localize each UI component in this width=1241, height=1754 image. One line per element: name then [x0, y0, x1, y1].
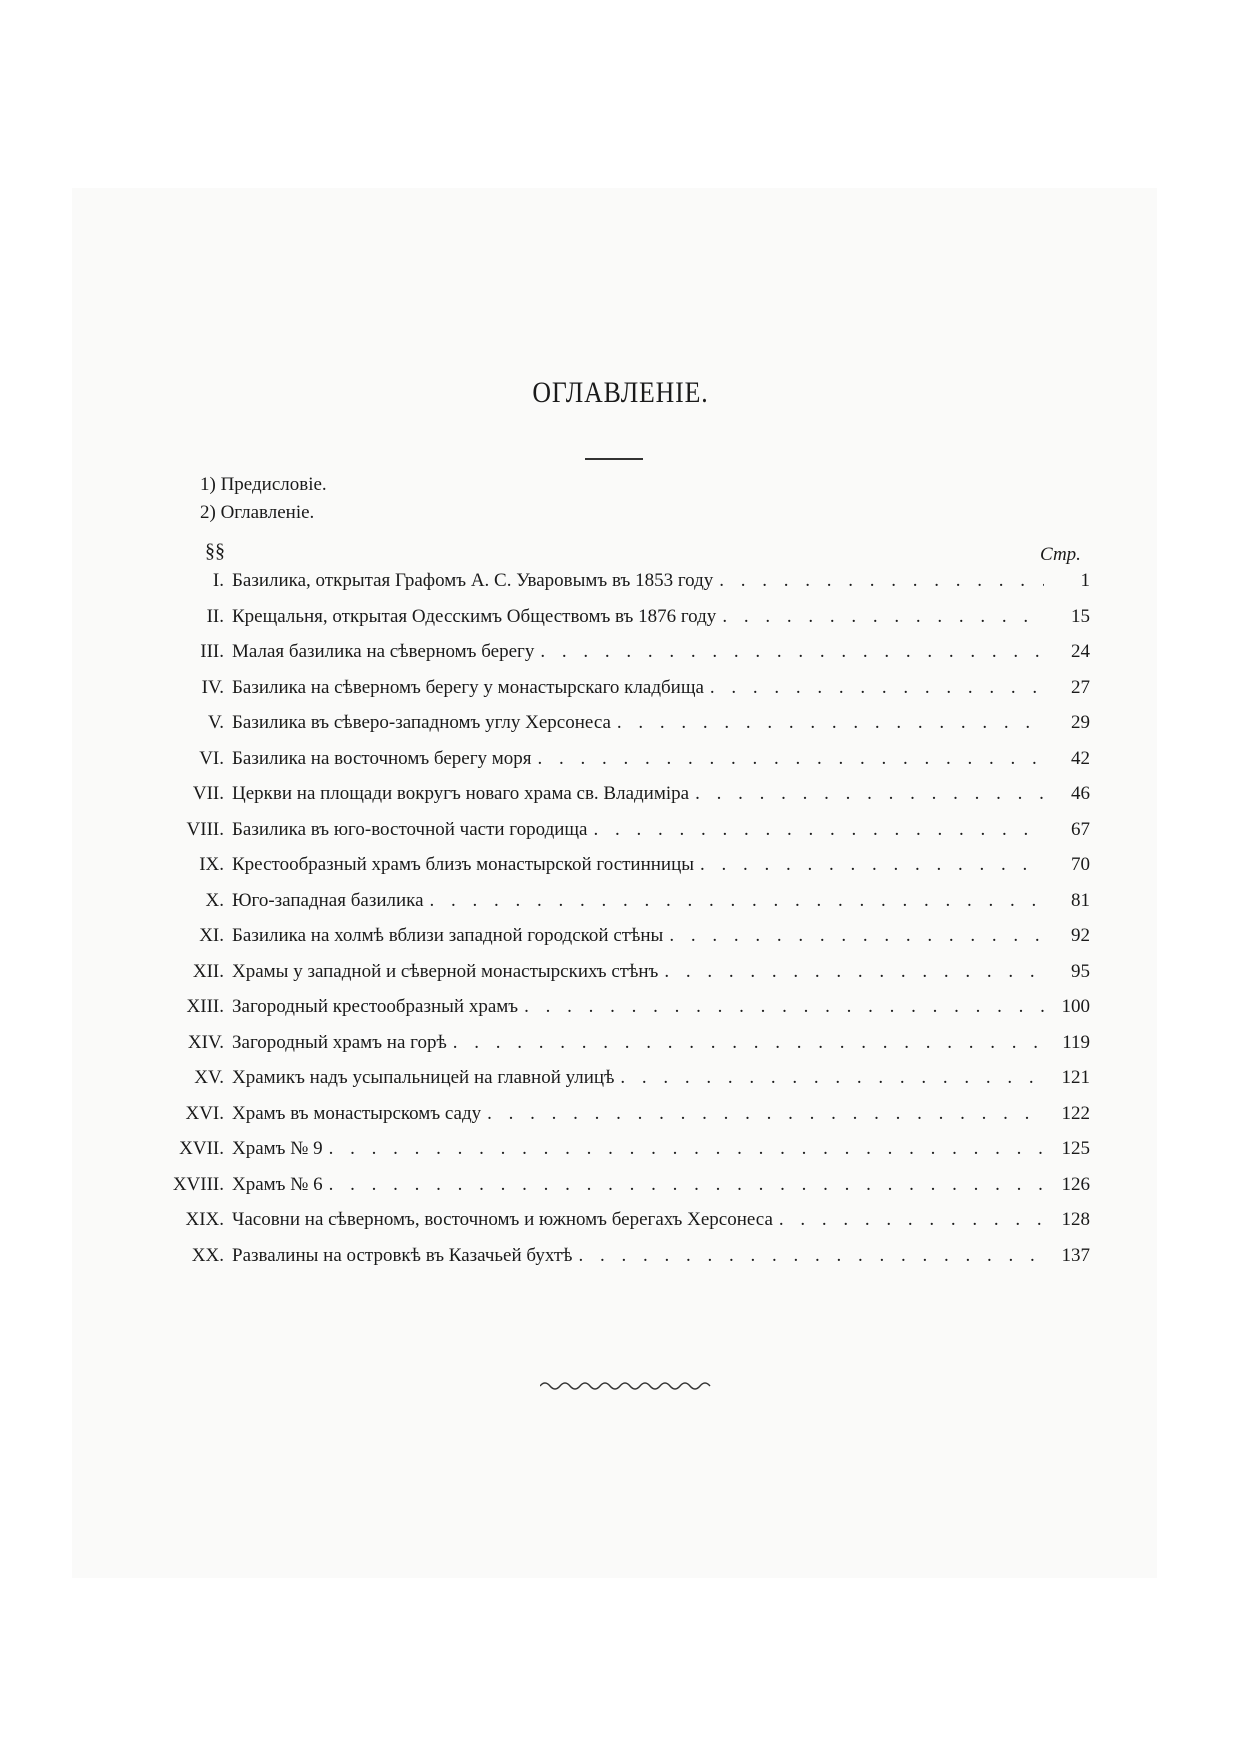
toc-entry [150, 606, 1090, 636]
dot-leader [669, 925, 1044, 947]
dot-leader [664, 961, 1044, 983]
toc-entry-number: II. [206, 605, 224, 627]
preliminary-item: 1) Предисловіе. [200, 474, 327, 495]
toc-entry-number: XVII. [179, 1138, 224, 1159]
toc-entry-title: Базилика на восточномъ берегу моря [232, 747, 532, 769]
toc-entry-page: 81 [1071, 889, 1090, 911]
toc-entry-page: 137 [1061, 1244, 1090, 1266]
toc-entry-number: I. [212, 570, 224, 591]
toc-entry [150, 1209, 1090, 1239]
preliminary-item: 2) Оглавленіе. [200, 502, 315, 523]
tail-ornament [540, 1378, 715, 1392]
toc-entry-title: Храмикъ надъ усыпальницей на главной улицѣ [232, 1067, 615, 1088]
dot-leader [620, 1067, 1044, 1089]
dot-leader [540, 641, 1044, 663]
toc-entry-page: 1 [1080, 570, 1090, 591]
toc-entry-page: 100 [1061, 996, 1090, 1017]
dot-leader [430, 890, 1044, 912]
toc-entry-title: Крестообразный храмъ близъ монастырской гостинницы [232, 854, 695, 875]
toc-entry-number: XIII. [186, 996, 224, 1017]
toc-entry-title: Загородный крестообразный храмъ [232, 996, 519, 1017]
toc-entry-number: XIV. [187, 1031, 224, 1053]
toc-entry-title: Храмы у западной и сѣверной монастырскихъ стѣнъ [232, 960, 659, 982]
toc-entry-page: 46 [1071, 783, 1090, 804]
toc-entry-page: 24 [1071, 641, 1090, 662]
toc-entry [150, 1103, 1090, 1133]
dot-leader [453, 1032, 1044, 1054]
toc-entry [150, 890, 1090, 920]
toc-entry-title: Базилика въ сѣверо-западномъ углу Херсонеса [232, 712, 611, 733]
toc-entry-number: V. [207, 712, 224, 733]
dot-leader [695, 783, 1044, 805]
toc-entry [150, 1138, 1090, 1168]
toc-entry-page: 27 [1071, 676, 1090, 698]
toc-entry-title: Храмъ № 9 [232, 1138, 323, 1159]
toc-entry-title: Развалины на островкѣ въ Казачьей бухтѣ [232, 1244, 573, 1266]
dot-leader [538, 748, 1044, 770]
toc-entry-number: XX. [191, 1244, 224, 1266]
toc-entry-page: 15 [1071, 605, 1090, 627]
toc-entry-page: 42 [1071, 747, 1090, 769]
toc-entry [150, 677, 1090, 707]
toc-entry [150, 961, 1090, 991]
toc-entry [150, 925, 1090, 955]
page-title: ОГЛАВЛЕНІЕ. [532, 376, 709, 409]
toc-entry-title: Базилика на сѣверномъ берегу у монастырскаго кладбища [232, 676, 704, 698]
toc-entry-page: 121 [1061, 1067, 1090, 1088]
toc-entry-title: Храмъ № 6 [232, 1173, 323, 1195]
toc-entry [150, 1245, 1090, 1275]
dot-leader [719, 570, 1044, 592]
toc-entry-page: 125 [1061, 1138, 1090, 1159]
toc-entry-number: XI. [199, 925, 224, 946]
dot-leader [617, 712, 1044, 734]
toc-entry-title: Малая базилика на сѣверномъ берегу [232, 641, 535, 662]
toc-entry-page: 70 [1071, 854, 1090, 875]
toc-entry-number: XVIII. [172, 1173, 224, 1195]
toc-entry-title: Храмъ въ монастырскомъ саду [232, 1102, 482, 1124]
toc-entry-page: 126 [1061, 1173, 1090, 1195]
toc-entry [150, 819, 1090, 849]
toc-entry-number: XII. [192, 960, 224, 982]
toc-entry [150, 712, 1090, 742]
toc-entry-number: IX. [199, 854, 224, 875]
toc-entry-page: 67 [1071, 818, 1090, 840]
toc-entry [150, 783, 1090, 813]
toc-entry-number: III. [200, 641, 224, 662]
toc-entry [150, 1032, 1090, 1062]
dot-leader [329, 1138, 1044, 1160]
toc-entry [150, 1067, 1090, 1097]
toc-entry-page: 29 [1071, 712, 1090, 733]
dot-leader [593, 819, 1044, 841]
toc-entry-number: VIII. [186, 818, 224, 840]
toc-entry [150, 641, 1090, 671]
toc-entry-title: Загородный храмъ на горѣ [232, 1031, 447, 1053]
toc-entry-title: Базилика въ юго-восточной части городища [232, 818, 588, 840]
toc-entry-number: XV. [194, 1067, 224, 1088]
toc-entry [150, 996, 1090, 1026]
toc-entry-page: 92 [1071, 925, 1090, 946]
toc-entry-number: IV. [201, 676, 224, 698]
toc-entry [150, 1174, 1090, 1204]
toc-entry-title: Юго-западная базилика [232, 889, 424, 911]
dot-leader [722, 606, 1044, 628]
dot-leader [487, 1103, 1044, 1125]
toc-entry-title: Часовни на сѣверномъ, восточномъ и южномъ берегахъ Херсонеса [232, 1209, 773, 1230]
toc-entry-page: 122 [1061, 1102, 1090, 1124]
toc-entry-number: XIX. [185, 1209, 224, 1230]
toc-entry-number: VII. [192, 783, 224, 804]
toc-entry-number: VI. [199, 747, 224, 769]
page-column-label: Стр. [1040, 544, 1081, 565]
toc-entry-page: 128 [1061, 1209, 1090, 1230]
toc-entry-title: Базилика, открытая Графомъ А. С. Уваровымъ въ 1853 году [232, 570, 714, 591]
toc-entry [150, 748, 1090, 778]
section-mark: §§ [205, 540, 225, 562]
title-divider [585, 458, 643, 460]
dot-leader [524, 996, 1044, 1018]
dot-leader [710, 677, 1044, 699]
dot-leader [779, 1209, 1044, 1231]
toc-entry-title: Базилика на холмѣ вблизи западной городской стѣны [232, 925, 664, 946]
toc-entry-number: X. [205, 889, 224, 911]
dot-leader [579, 1245, 1045, 1267]
toc-entry-title: Крещальня, открытая Одесскимъ Обществомъ въ 1876 году [232, 605, 717, 627]
toc-entry-title: Церкви на площади вокругъ новаго храма св. Владиміра [232, 783, 690, 804]
dot-leader [329, 1174, 1044, 1196]
toc-entry [150, 854, 1090, 884]
toc-entry-number: XVI. [185, 1102, 224, 1124]
toc-entry-page: 95 [1071, 960, 1090, 982]
toc-entry [150, 570, 1090, 600]
dot-leader [700, 854, 1044, 876]
toc-entry-page: 119 [1062, 1031, 1090, 1053]
